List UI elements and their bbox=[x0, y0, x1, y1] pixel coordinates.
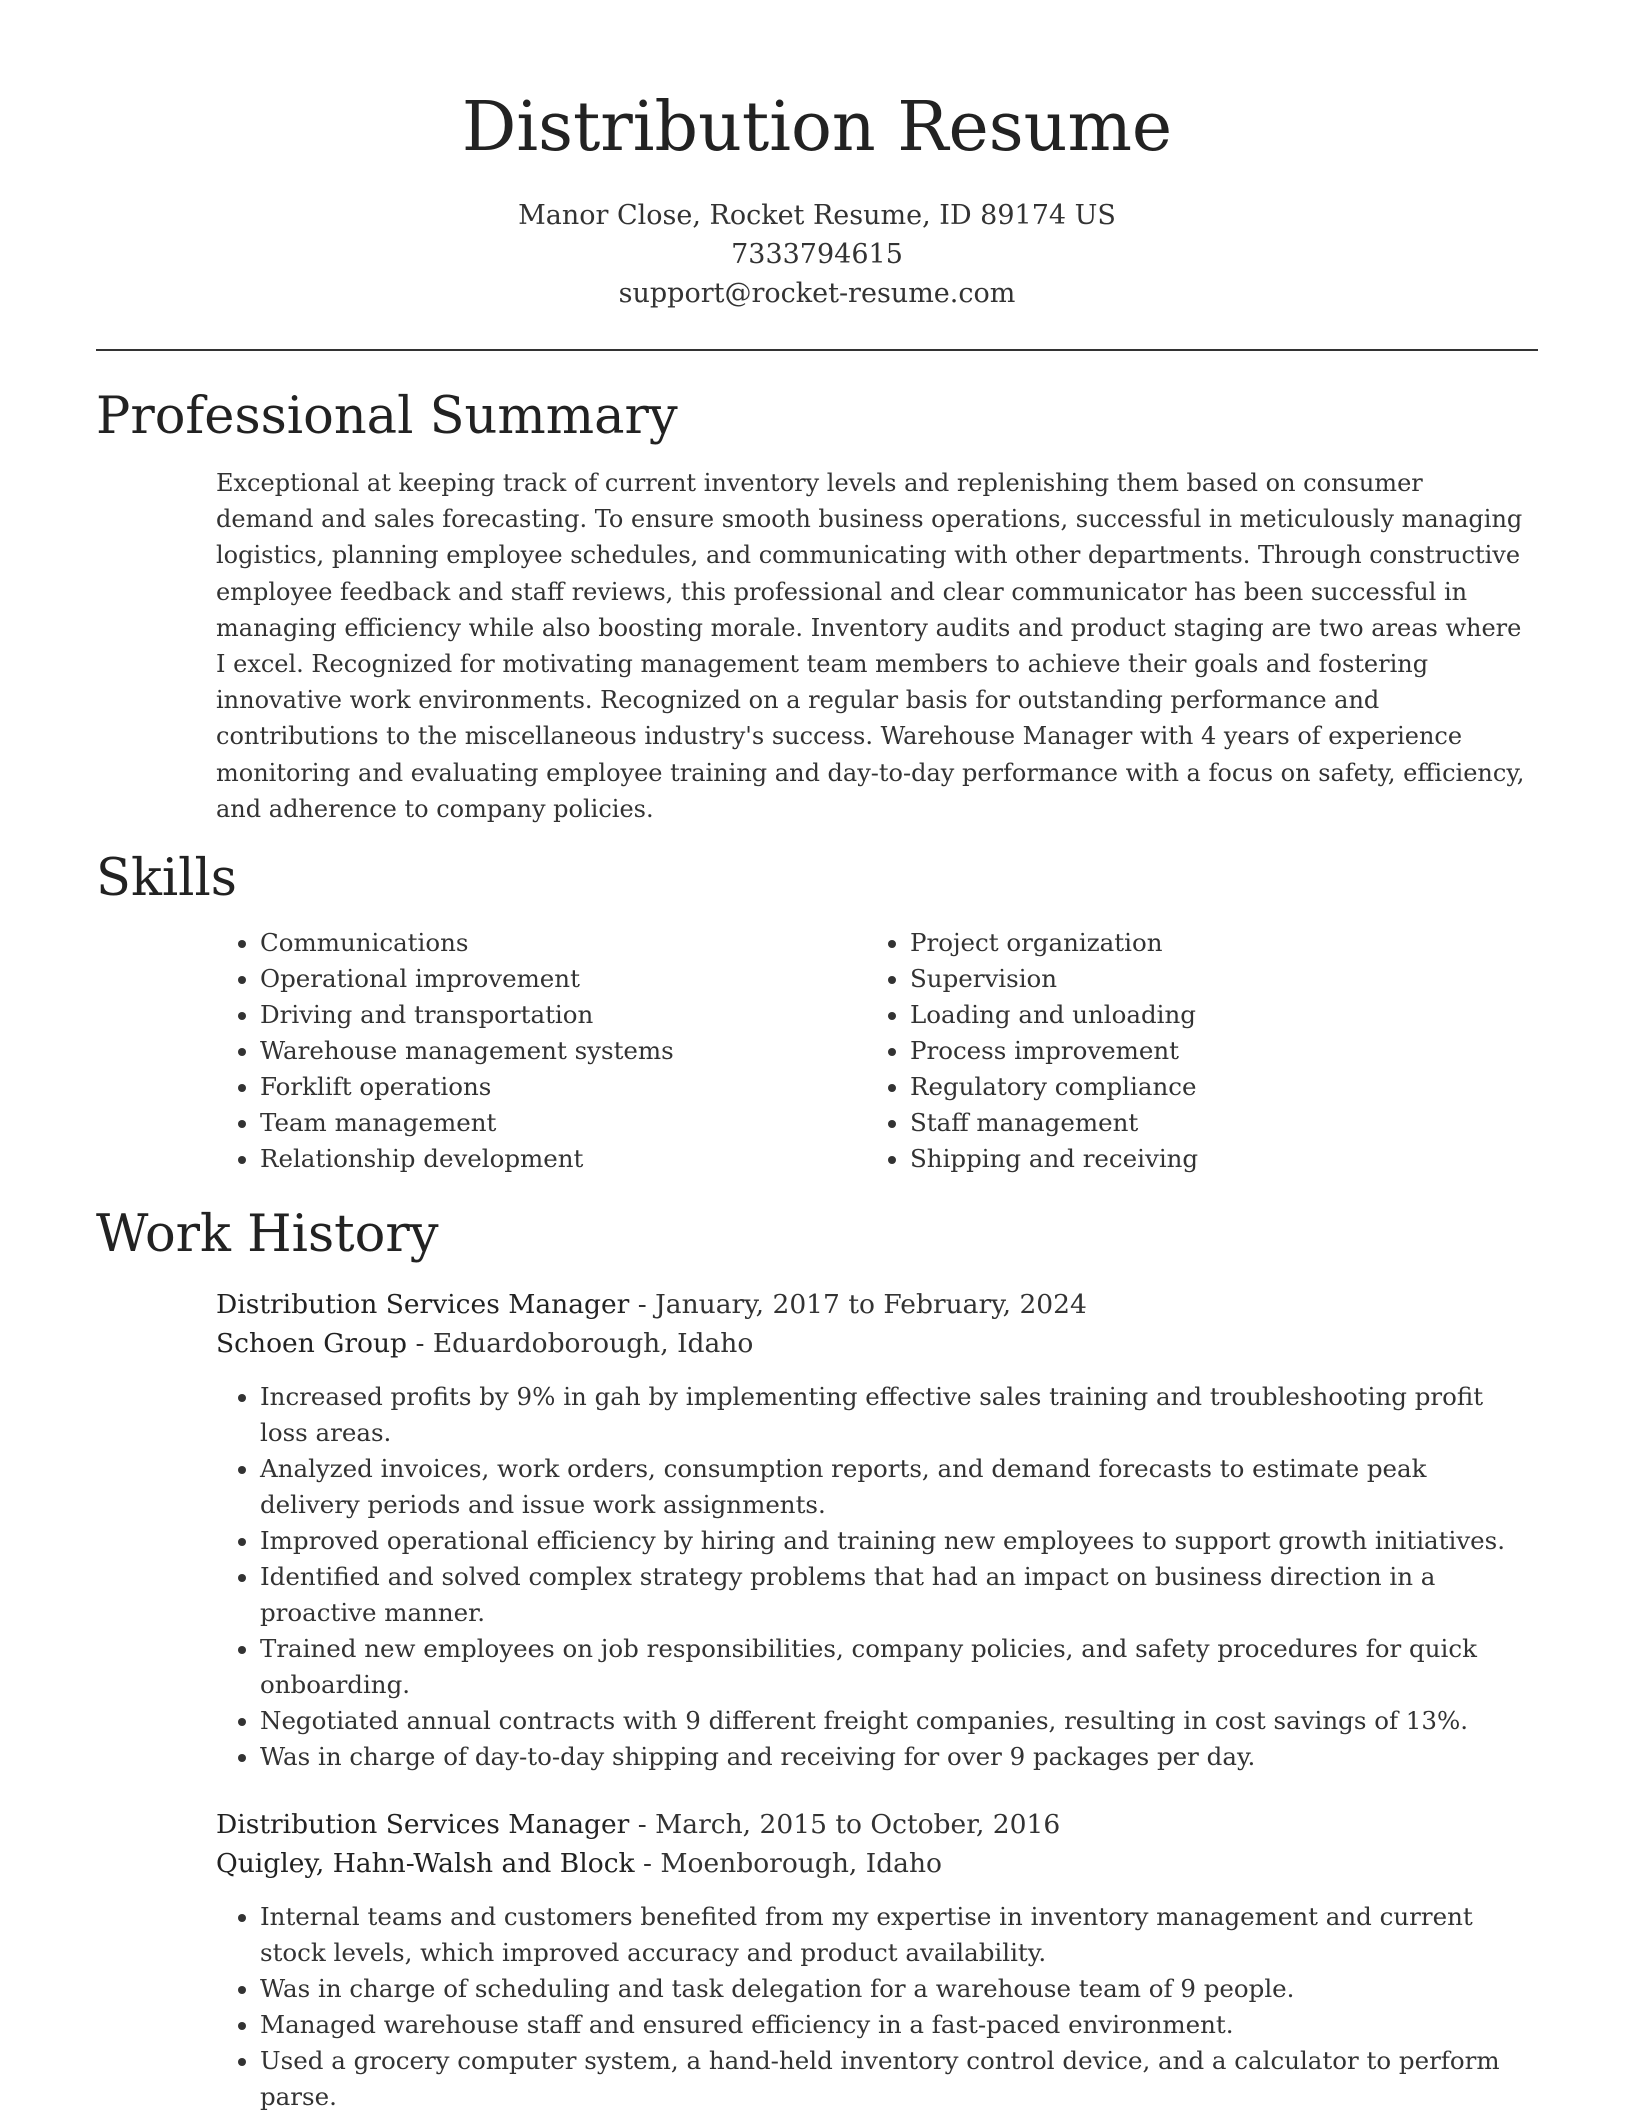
skill-item: • Staff management bbox=[910, 1105, 1510, 1141]
section-title-skills: Skills bbox=[96, 849, 237, 909]
skill-item: • Project organization bbox=[910, 925, 1510, 961]
job-bullet: • Used a grocery computer system, a hand-held inventory control device, and a calculator to perform parse. bbox=[260, 2043, 1536, 2115]
job-title-line: Distribution Services Manager - January, 2017 to February, 2024 bbox=[216, 1289, 1087, 1321]
job-entry bbox=[216, 1285, 1536, 1775]
skills-list bbox=[216, 925, 1538, 1177]
skills-column-right bbox=[866, 925, 1510, 1177]
skills-column-left bbox=[216, 925, 866, 1177]
job-title-line: Distribution Services Manager - March, 2015 to October, 2016 bbox=[216, 1809, 1061, 1841]
job-company-line: Schoen Group - Eduardoborough, Idaho bbox=[216, 1328, 754, 1360]
job-bullet: • Analyzed invoices, work orders, consumption reports, and demand forecasts to estimate peak delivery periods and issue work assignments. bbox=[260, 1451, 1536, 1523]
job-bullet: • Trained new employees on job responsibilities, company policies, and safety procedures for quick onboarding. bbox=[260, 1631, 1536, 1703]
job-bullet: • Managed warehouse staff and ensured efficiency in a fast-paced environment. bbox=[260, 2007, 1536, 2043]
skill-item: • Communications bbox=[260, 925, 866, 961]
job-company: Quigley, Hahn-Walsh and Block bbox=[216, 1848, 635, 1880]
section-title-work-history: Work History bbox=[96, 1205, 439, 1265]
skill-item: • Driving and transportation bbox=[260, 997, 866, 1033]
skill-item: • Forklift operations bbox=[260, 1069, 866, 1105]
job-bullet-list bbox=[216, 1899, 1536, 2115]
contact-phone: 7333794615 bbox=[731, 239, 903, 270]
job-location: Moenborough, Idaho bbox=[660, 1848, 942, 1880]
job-dates: March, 2015 to October, 2016 bbox=[655, 1809, 1061, 1841]
job-entry bbox=[216, 1805, 1536, 2115]
skill-item: • Operational improvement bbox=[260, 961, 866, 997]
job-bullet: • Negotiated annual contracts with 9 different freight companies, resulting in cost savings of 13%. bbox=[260, 1703, 1536, 1739]
job-bullet: • Internal teams and customers benefited from my expertise in inventory management and current stock levels, which improved accuracy and product availability. bbox=[260, 1899, 1536, 1971]
job-bullet: • Was in charge of scheduling and task delegation for a warehouse team of 9 people. bbox=[260, 1971, 1536, 2007]
job-title: Distribution Services Manager bbox=[216, 1809, 630, 1841]
contact-address: Manor Close, Rocket Resume, ID 89174 US bbox=[518, 200, 1116, 231]
skill-item: • Process improvement bbox=[910, 1033, 1510, 1069]
job-location: Eduardoborough, Idaho bbox=[432, 1328, 754, 1360]
job-company-line: Quigley, Hahn-Walsh and Block - Moenborough, Idaho bbox=[216, 1848, 942, 1880]
job-bullet: • Improved operational efficiency by hiring and training new employees to support growth initiatives. bbox=[260, 1523, 1536, 1559]
resume-name: Distribution Resume bbox=[461, 88, 1173, 167]
job-bullet: • Was in charge of day-to-day shipping and receiving for over 9 packages per day. bbox=[260, 1739, 1536, 1775]
job-company: Schoen Group bbox=[216, 1328, 408, 1360]
skill-item: • Relationship development bbox=[260, 1141, 866, 1177]
job-dates: January, 2017 to February, 2024 bbox=[655, 1289, 1087, 1321]
resume-header bbox=[96, 0, 1538, 313]
resume-page bbox=[96, 0, 1538, 2115]
skill-item: • Loading and unloading bbox=[910, 997, 1510, 1033]
skill-item: • Warehouse management systems bbox=[260, 1033, 866, 1069]
job-bullet: • Identified and solved complex strategy problems that had an impact on business direction in a proactive manner. bbox=[260, 1559, 1536, 1631]
skill-item: • Supervision bbox=[910, 961, 1510, 997]
skill-item: • Regulatory compliance bbox=[910, 1069, 1510, 1105]
section-title-summary: Professional Summary bbox=[96, 387, 678, 446]
skill-item: • Shipping and receiving bbox=[910, 1141, 1510, 1177]
job-title: Distribution Services Manager bbox=[216, 1289, 630, 1321]
skill-item: • Team management bbox=[260, 1105, 866, 1141]
job-bullet: • Increased profits by 9% in gah by implementing effective sales training and troubleshooting profit loss areas. bbox=[260, 1379, 1536, 1451]
header-divider bbox=[96, 349, 1538, 351]
contact-email: support@rocket-resume.com bbox=[618, 278, 1016, 309]
summary-text: Exceptional at keeping track of current inventory levels and replenishing them based on consumer demand and sales forecasting. To ensure smooth business operations, successful in meticulously managing logistics, planning employee schedules, and communicating with other departments. Through constructive employee feedback and staff reviews, this professional and clear communicator has been successful in managing efficiency while also boosting morale. Inventory audits and product staging are two areas where I excel. Recognized for motivating management team members to achieve their goals and fostering innovative work environments. Recognized on a regular basis for outstanding performance and contributions to the miscellaneous industry's success. Warehouse Manager with 4 years of experience monitoring and evaluating employee training and day-to-day performance with a focus on safety, efficiency, and adherence to company policies. bbox=[216, 469, 1525, 823]
job-bullet-list bbox=[216, 1379, 1536, 1775]
